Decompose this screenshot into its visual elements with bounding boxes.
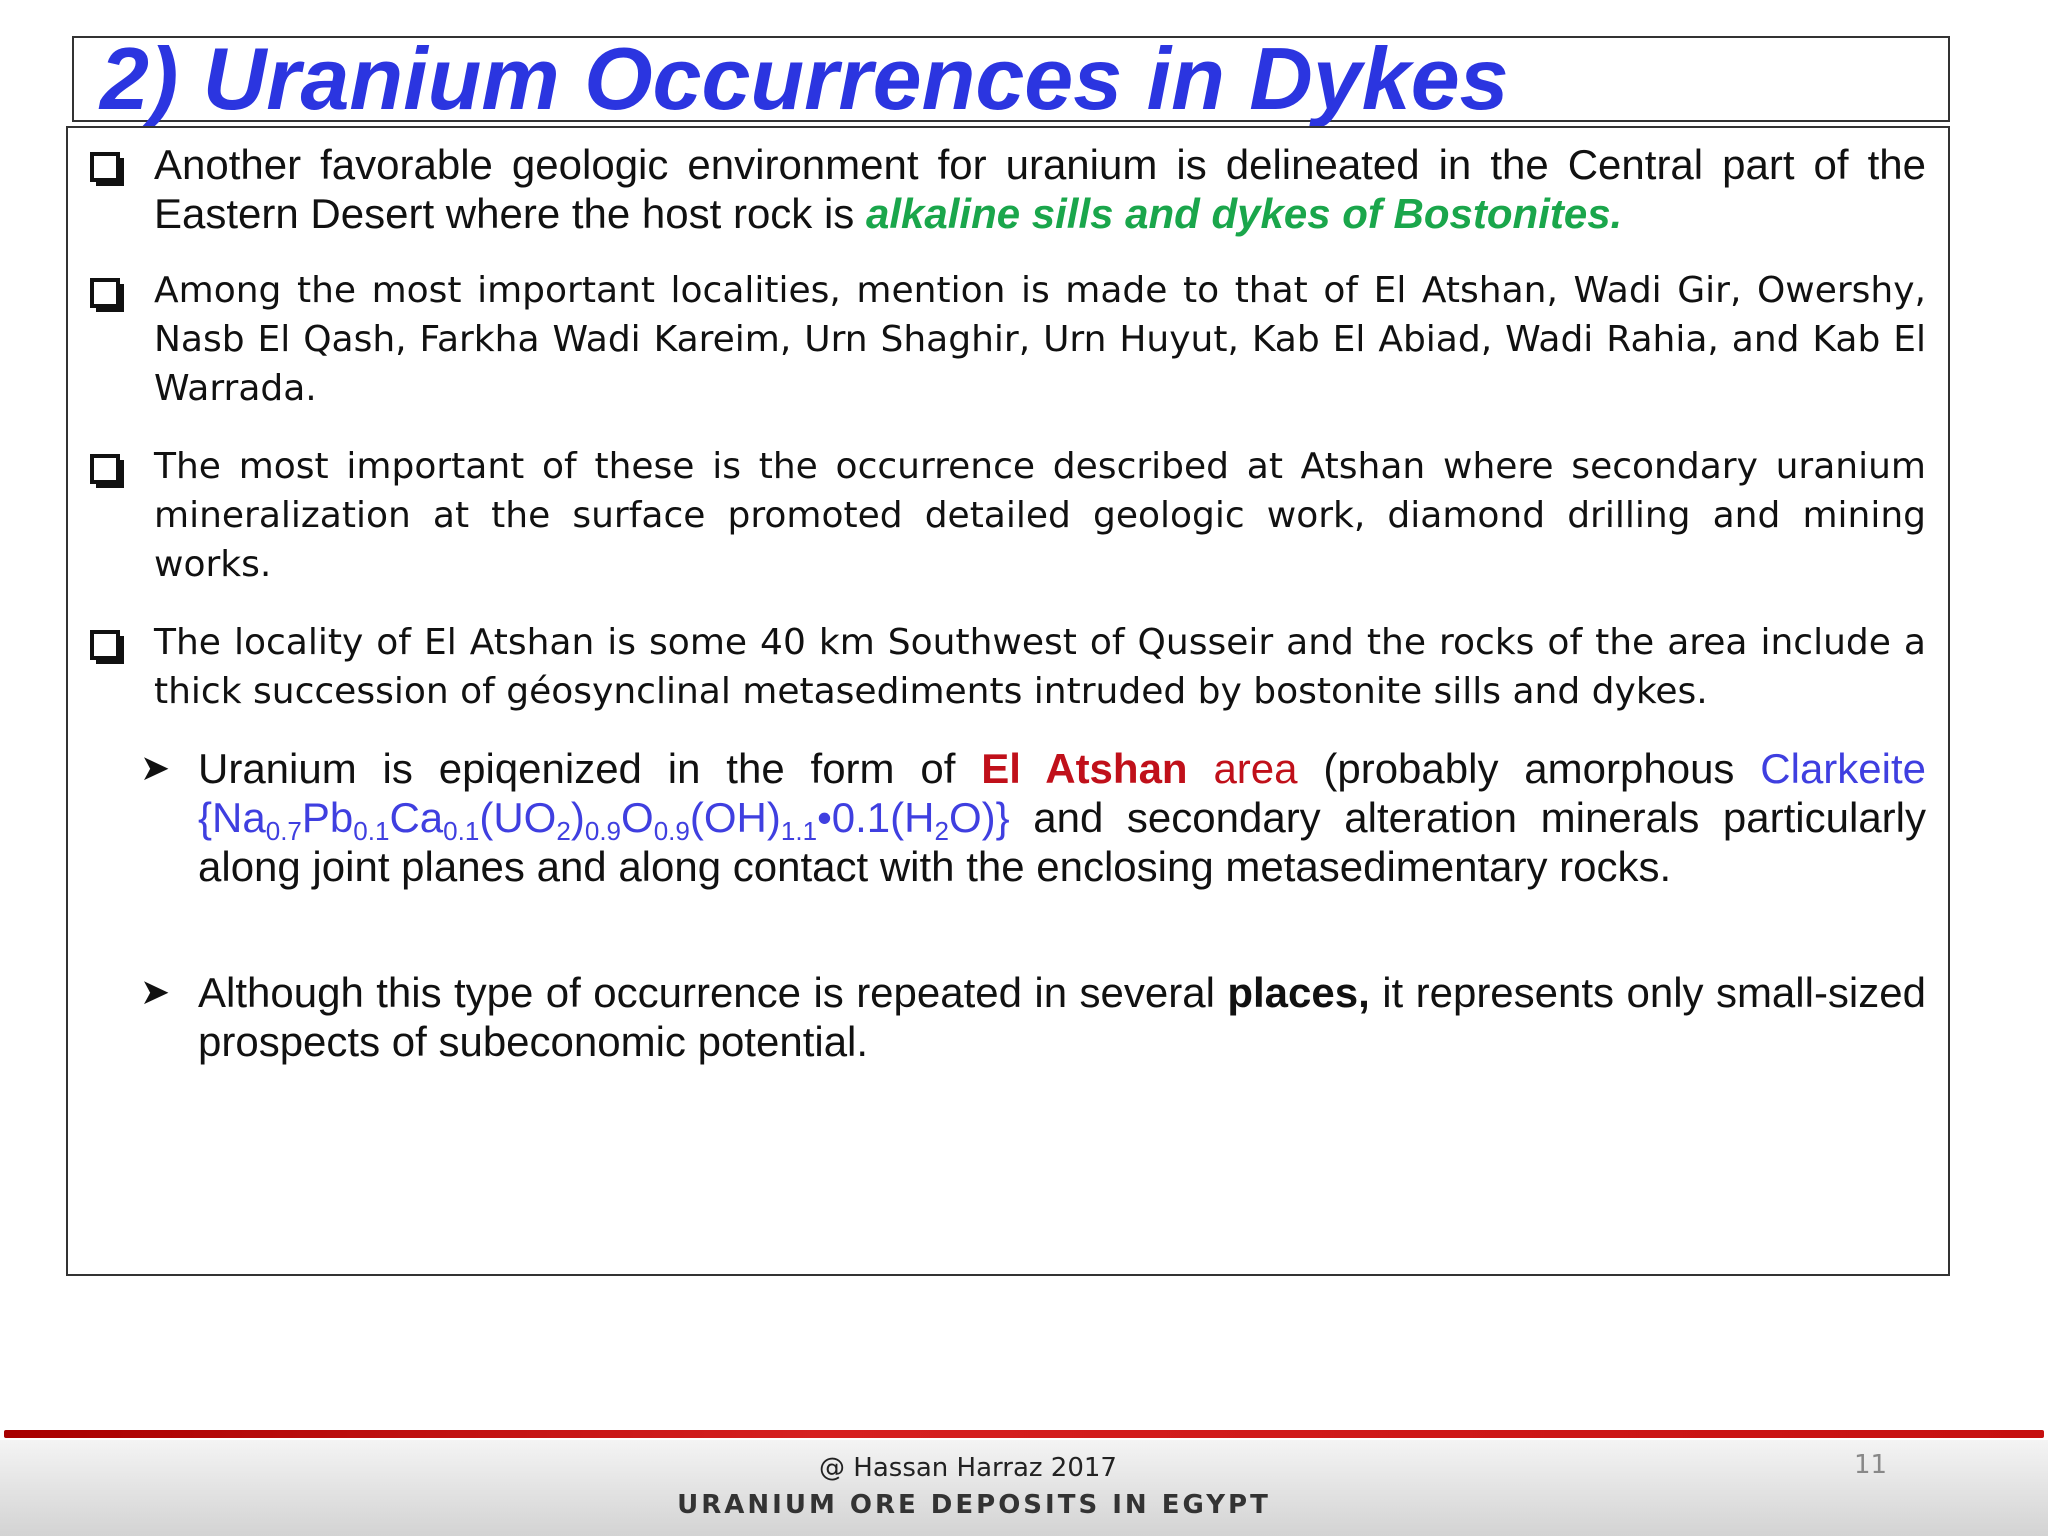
- place-name: El Atshan: [981, 745, 1188, 792]
- highlight-text: alkaline sills and dykes of Bostonites.: [865, 190, 1623, 237]
- bullet-text: The most important of these is the occurrence described at Atshan where secondary uranium mineralization at the surface promoted detailed geologic work, diamond drilling and mining works.: [154, 446, 1926, 585]
- checkbox-bullet-icon: [90, 630, 120, 660]
- arrow-bullet-icon: ➤: [140, 972, 171, 1013]
- content-frame: [66, 126, 1950, 1276]
- bullet-text: The locality of El Atshan is some 40 km Southwest of Qusseir and the rocks of the area include a thick succession of géosynclinal metasediments intruded by bostonite sills and dykes.: [154, 622, 1926, 712]
- bullet-text: Another favorable geologic environment for uranium is delineated in the Central part of the Eastern Desert where the host rock is alkaline sills and dykes of Bostonites.: [154, 141, 1926, 237]
- footer-author: @ Hassan Harraz 2017: [819, 1453, 1117, 1483]
- sub-bullet-item-1: [140, 744, 1926, 891]
- bullet-item-2: [90, 266, 1926, 413]
- checkbox-bullet-icon: [90, 278, 120, 308]
- slide-title: 2) Uranium Occurrences in Dykes: [100, 29, 1509, 128]
- sub-bullet-text: Although this type of occurrence is repeated in several places, it represents only small-sized prospects of subeconomic potential.: [198, 969, 1926, 1065]
- mineral-name: Clarkeite: [1760, 745, 1927, 792]
- footer-title: URANIUM ORE DEPOSITS IN EGYPT: [677, 1490, 1271, 1520]
- bullet-text: Among the most important localities, mention is made to that of El Atshan, Wadi Gir, Owershy, Nasb El Qash, Farkha Wadi Kareim, Urn Shaghir, Urn Huyut, Kab El Abiad, Wadi Rahia, and Kab El Warrada.: [154, 270, 1926, 409]
- bullet-item-1: [90, 140, 1926, 238]
- sub-bullet-item-2: [140, 968, 1926, 1066]
- sub-bullet-text: Uranium is epiqenized in the form of El Atshan area (probably amorphous Clarkeite $\{Na_{0.7}Pb_{0.1}Ca_{0.1}(UO_2)_{0.9}O_{0.9}(OH)_{1.1}•0.1(H_2O)\}$ and secondary alteration minerals particularly along joint planes and along contact with the enclosing metasedimentary rocks.: [198, 745, 1927, 890]
- chemical-formula: $\{Na_{0.7}Pb_{0.1}Ca_{0.1}(UO_2)_{0.9}O_{0.9}(OH)_{1.1}•0.1(H_2O)\}$: [198, 794, 1010, 846]
- bullet-item-3: [90, 442, 1926, 589]
- checkbox-bullet-icon: [90, 454, 120, 484]
- footer-divider: [4, 1430, 2044, 1438]
- arrow-bullet-icon: ➤: [140, 748, 171, 789]
- page-number: 11: [1854, 1450, 1888, 1480]
- bullet-item-4: [90, 618, 1926, 716]
- checkbox-bullet-icon: [90, 152, 120, 182]
- title-frame: [72, 29, 1950, 128]
